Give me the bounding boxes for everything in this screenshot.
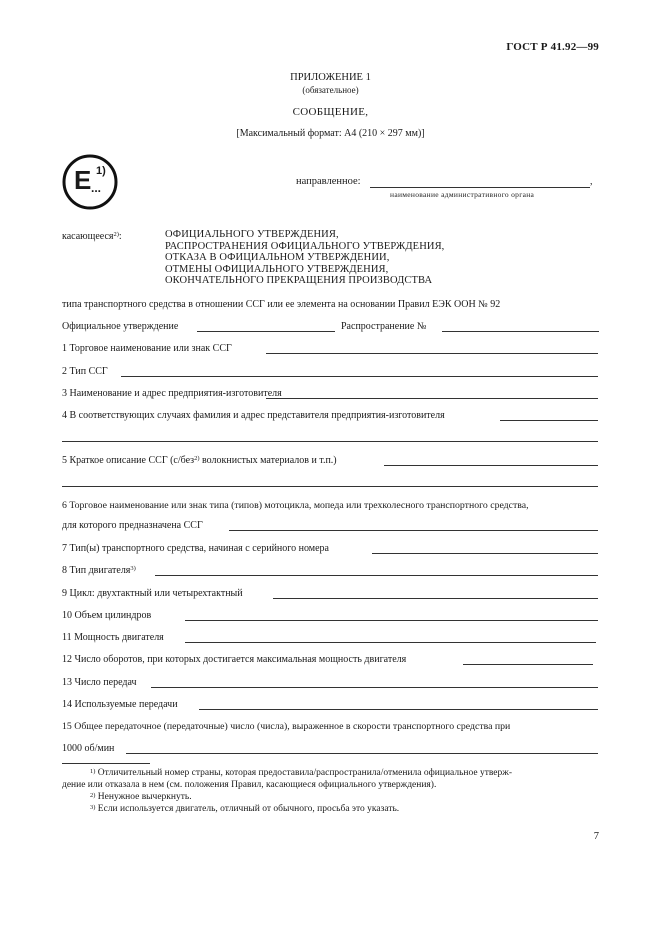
field-9-label: 9 Цикл: двухтактный или четырехтактный [62,588,243,599]
approval-label: Официальное утверждение [62,321,179,332]
footnote-1-cont: дение или отказала в нем (см. положения Правил, касающиеся официального утверждения). [62,780,437,790]
addressed-line[interactable] [370,187,590,188]
e-mark-icon [60,152,120,212]
field-10-line[interactable] [185,620,598,621]
concerning-label: касающееся$^{2)}$: [62,231,122,242]
field-14-label: 14 Используемые передачи [62,699,178,710]
annex-title: ПРИЛОЖЕНИЕ 1 [290,72,371,83]
annex-subtitle: (обязательное) [302,85,359,95]
concerning-list [165,229,444,287]
e-mark-letter: E [74,165,92,195]
concerning-item-extension: РАСПРОСТРАНЕНИЯ ОФИЦИАЛЬНОГО УТВЕРЖДЕНИЯ, [165,240,445,252]
field-2-line[interactable] [121,376,598,377]
field-1-line[interactable] [266,353,598,354]
extension-number-line[interactable] [442,331,599,332]
field-5-line-2[interactable] [62,486,598,487]
page-number: 7 [593,831,599,842]
field-10-label: 10 Объем цилиндров [62,610,152,621]
concerning-item-refusal: ОТКАЗА В ОФИЦИАЛЬНОМ УТВЕРЖДЕНИИ, [165,252,390,263]
standard-number: ГОСТ Р 41.92—99 [506,41,599,53]
field-15-label: 15 Общее передаточное (передаточные) число (числа), выраженное в скорости транспортного средства при [62,721,511,732]
field-9-line[interactable] [273,598,598,599]
field-8-label: 8 Тип двигателя$^{3)}$ [62,565,136,576]
field-4-line[interactable] [500,420,598,421]
field-6-label-2: для которого предназначена ССГ [62,520,203,531]
field-4-label: 4 В соответствующих случаях фамилия и адрес представителя предприятия-изготовителя [62,410,445,421]
field-4-line-2[interactable] [62,441,598,442]
field-13-label: 13 Число передач [62,677,137,688]
concerning-item-withdrawal: ОТМЕНЫ ОФИЦИАЛЬНОГО УТВЕРЖДЕНИЯ, [165,263,389,275]
field-5-line[interactable] [384,465,598,466]
message-heading: СООБЩЕНИЕ, [292,106,369,118]
approval-number-line[interactable] [197,331,335,332]
addressed-label: направленное: [296,176,361,187]
footnote-3: $^{3)}$ Если используется двигатель, отличный от обычного, просьба это указать. [90,804,400,814]
field-7-label: 7 Тип(ы) транспортного средства, начиная с серийного номера [62,543,329,554]
concerning-item-approval: ОФИЦИАЛЬНОГО УТВЕРЖДЕНИЯ, [165,229,339,240]
field-8-line[interactable] [155,575,598,576]
format-note: [Максимальный формат: А4 (210 × 297 мм)] [236,128,425,139]
concerning-item-discontinued: ОКОНЧАТЕЛЬНОГО ПРЕКРАЩЕНИЯ ПРОИЗВОДСТВА [165,275,433,286]
field-7-line[interactable] [372,553,598,554]
field-11-line[interactable] [185,642,596,643]
addressed-comma: , [590,176,593,187]
field-12-label: 12 Число оборотов, при которых достигается максимальная мощность двигателя [62,654,407,665]
field-1-label: 1 Торговое наименование или знак ССГ [62,343,232,354]
e-mark-ref: 1) [96,165,106,177]
addressed-caption: наименование административного органа [390,190,535,199]
field-13-line[interactable] [151,687,598,688]
field-2-label: 2 Тип ССГ [62,366,108,377]
e-mark-dots: ... [91,181,102,195]
field-11-label: 11 Мощность двигателя [62,632,164,643]
field-6-line[interactable] [229,530,598,531]
field-15-label-2: 1000 об/мин [62,743,115,754]
field-12-line[interactable] [463,664,593,665]
field-14-line[interactable] [199,709,598,710]
intro-text: типа транспортного средства в отношении ССГ или ее элемента на основании Правил ЕЭК ООН № 92 [62,299,501,310]
field-3-line[interactable] [266,398,598,399]
extension-label: Распространение № [341,321,427,332]
field-15-line[interactable] [126,753,598,754]
field-5-label: 5 Краткое описание ССГ (с/без$^{2)}$ волокнистых материалов и т.п.) [62,455,337,466]
footnote-1: $^{1)}$ Отличительный номер страны, которая предоставила/распространила/отменила официальное утверж- [90,768,512,778]
footnote-separator [62,763,150,764]
footnote-2: $^{2)}$ Ненужное вычеркнуть. [90,792,192,802]
field-6-label: 6 Торговое наименование или знак типа (типов) мотоцикла, мопеда или трехколесного транспортного средства, [62,500,529,511]
field-3-label: 3 Наименование и адрес предприятия-изготовителя [62,388,282,399]
